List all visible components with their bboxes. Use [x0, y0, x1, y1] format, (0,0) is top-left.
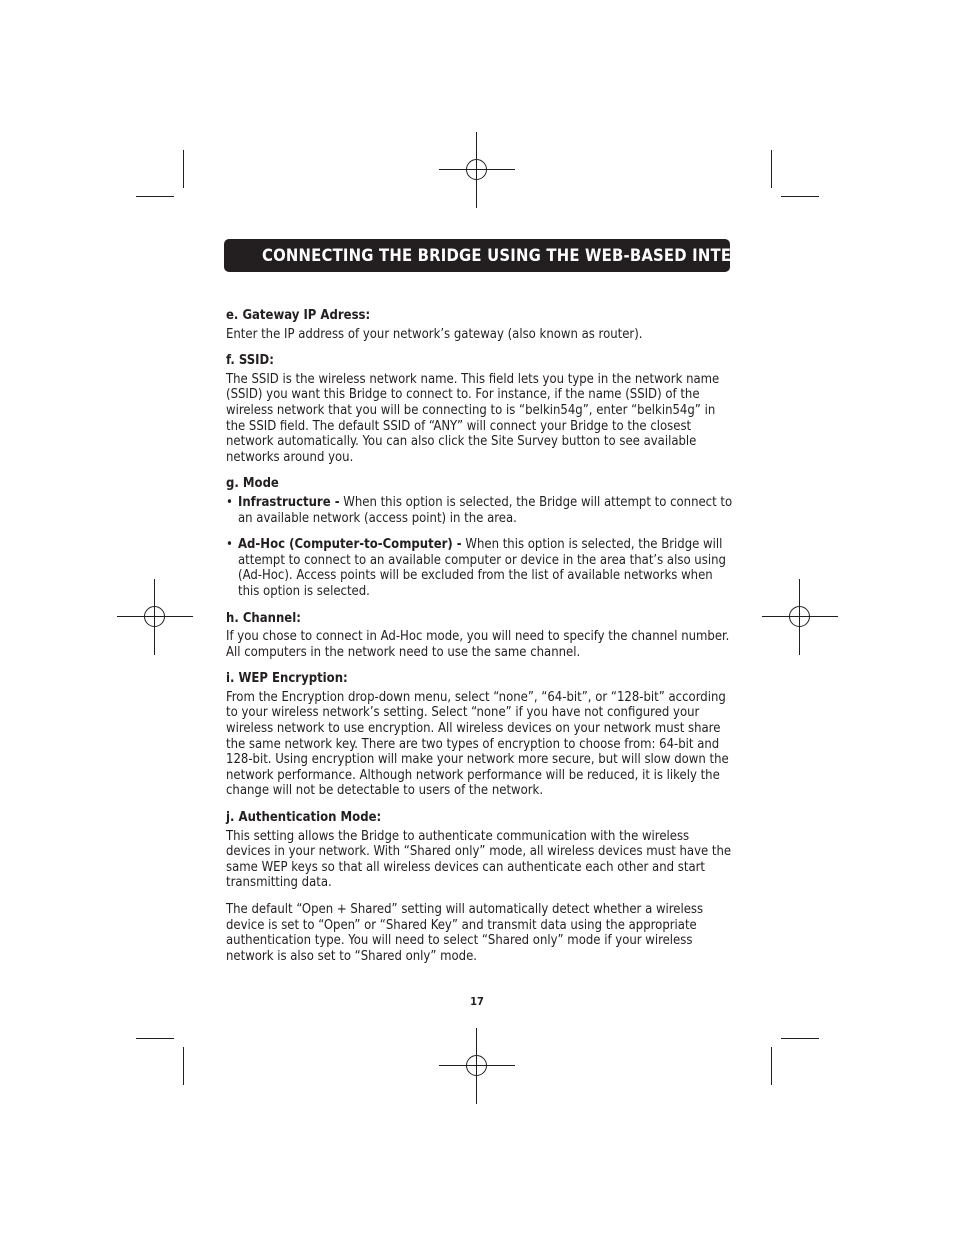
section-text: If you chose to connect in Ad-Hoc mode, you will need to specify the channel number. All computers in the network need to use the same channel. — [226, 629, 730, 660]
section-heading: f. SSID: — [226, 353, 274, 369]
section-mode — [226, 476, 736, 599]
registration-mark-left — [117, 579, 193, 655]
section-channel — [226, 611, 736, 661]
bullet-term: Ad-Hoc (Computer-to-Computer) - — [238, 537, 462, 553]
bullet-item-infrastructure — [226, 495, 736, 526]
crop-mark-bottom-right-vertical — [771, 1047, 772, 1085]
crop-mark-bottom-left-vertical — [183, 1047, 184, 1085]
section-gateway-ip — [226, 308, 736, 342]
section-text: From the Encryption drop-down menu, select “none”, “64-bit”, or “128-bit” according to your wireless network’s setting. Select “none” if you have not configured your wireless network to use encryption. All wireless devices on your network must share the same network key. There are two types of encryption to choose from: 64-bit and 128-bit. Using encryption will make your network more secure, but will slow down the network performance. Although network performance will be reduced, it is likely the change will not be detectable to users of the network. — [226, 689, 729, 799]
bullet-item-ad-hoc — [226, 537, 736, 599]
bullet-icon: • — [226, 494, 233, 510]
bullet-text: When this option is selected, the Bridge will attempt to connect to an available network (access point) in the area. — [238, 494, 733, 526]
section-heading: g. Mode — [226, 476, 279, 492]
section-authentication-mode — [226, 810, 736, 964]
crop-mark-top-left-vertical — [183, 150, 184, 188]
crop-mark-top-right-horizontal — [781, 196, 819, 197]
registration-mark-top — [439, 132, 515, 208]
bullet-text: When this option is selected, the Bridge will attempt to connect to an available computer or device in the area that’s also using (Ad-Hoc). Access points will be excluded from the list of available networks when this option is selected. — [238, 537, 726, 599]
crop-mark-top-right-vertical — [771, 150, 772, 188]
section-wep-encryption — [226, 671, 736, 799]
crop-mark-top-left-horizontal — [136, 196, 174, 197]
page-number: 17 — [470, 995, 484, 1008]
section-heading: h. Channel: — [226, 610, 301, 626]
document-body — [226, 308, 736, 975]
crop-mark-bottom-left-horizontal — [136, 1038, 174, 1039]
section-ssid — [226, 353, 736, 465]
section-heading: j. Authentication Mode: — [226, 810, 382, 826]
section-heading: i. WEP Encryption: — [226, 671, 348, 687]
section-text: Enter the IP address of your network’s gateway (also known as router). — [226, 326, 643, 342]
registration-mark-right — [762, 579, 838, 655]
crop-mark-bottom-right-horizontal — [781, 1038, 819, 1039]
bullet-term: Infrastructure - — [238, 494, 340, 510]
section-text-secondary: The default “Open + Shared” setting will automatically detect whether a wireless device is set to “Open” or “Shared Key” and transmit data using the appropriate authentication type. You will need to select “Shared only” mode if your wireless network is also set to “Shared only” mode. — [226, 902, 704, 964]
registration-mark-bottom — [439, 1028, 515, 1104]
bullet-icon: • — [226, 537, 233, 553]
section-text: This setting allows the Bridge to authenticate communication with the wireless devices in your network. With “Shared only” mode, all wireless devices must have the same WEP keys so that all wireless devices can authenticate each other and start transmitting data. — [226, 828, 732, 891]
section-text: The SSID is the wireless network name. This field lets you type in the network name (SSID) you want this Bridge to connect to. For instance, if the name (SSID) of the wireless network that you will be connecting to is “belkin54g”, enter “belkin54g” in the SSID field. The default SSID of “ANY” will connect your Bridge to the closest network automatically. You can also click the Site Survey button to see available networks around you. — [226, 371, 720, 465]
section-heading: e. Gateway IP Adress: — [226, 308, 371, 323]
page-title: CONNECTING THE BRIDGE USING THE WEB-BASED INTERFACE — [262, 246, 785, 265]
